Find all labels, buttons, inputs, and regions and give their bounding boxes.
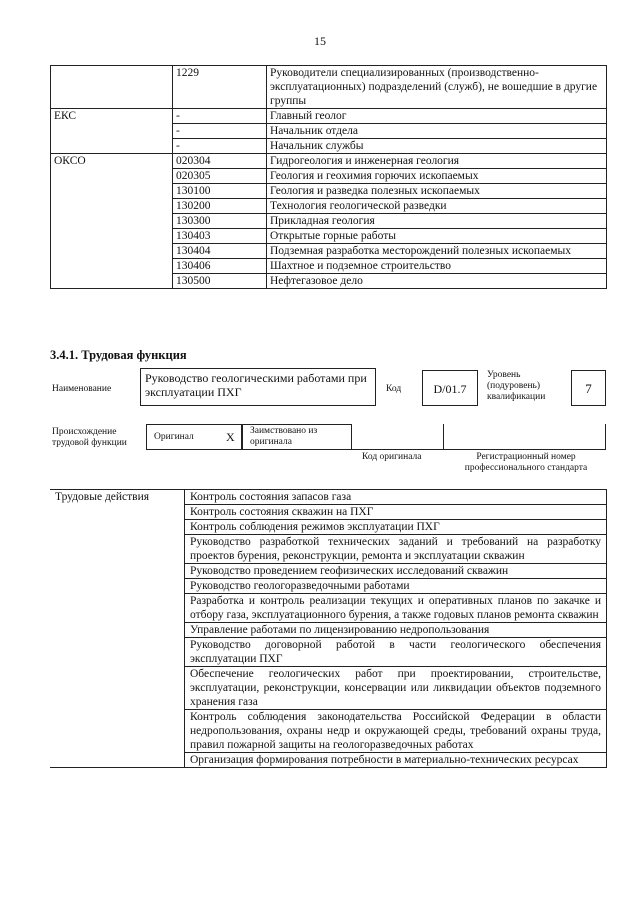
classification-code: 130300: [173, 214, 267, 229]
origin-label: Происхождение трудовой функции: [52, 427, 127, 448]
classification-name: Прикладная геология: [267, 214, 607, 229]
classification-name: Руководители специализированных (производственно-эксплуатационных) подразделений (служб), не вошедшие в другие группы: [267, 66, 607, 109]
classification-name: Начальник отдела: [267, 124, 607, 139]
classification-row: [51, 154, 607, 169]
classification-table: [50, 65, 607, 289]
actions-table: [50, 489, 607, 768]
function-name: Руководство геологическими работами при эксплуатации ПХГ: [140, 368, 376, 406]
classification-code: 130406: [173, 259, 267, 274]
classification-group: ОКСО: [51, 154, 173, 289]
name-label: Наименование: [52, 384, 112, 394]
classification-code: 130100: [173, 184, 267, 199]
classification-code: 130500: [173, 274, 267, 289]
code-original-box: [352, 424, 444, 450]
action-item: Контроль состояния запасов газа: [185, 490, 607, 505]
borrowed-label: Заимствовано из оригинала: [250, 426, 318, 447]
classification-code: -: [173, 139, 267, 154]
classification-code: 130403: [173, 229, 267, 244]
classification-name: Начальник службы: [267, 139, 607, 154]
section-title: 3.4.1. Трудовая функция: [50, 348, 187, 362]
page-number: 15: [314, 34, 326, 48]
action-item: Руководство геологоразведочными работами: [185, 579, 607, 594]
code-original-label: Код оригинала: [362, 452, 422, 462]
classification-code: -: [173, 124, 267, 139]
classification-name: Шахтное и подземное строительство: [267, 259, 607, 274]
action-item: Руководство разработкой технических заданий и требований на разработку проектов бурения, реконструкции, ремонта и эксплуатации скважин: [185, 535, 607, 564]
classification-name: Подземная разработка месторождений полезных ископаемых: [267, 244, 607, 259]
action-item: Управление работами по лицензированию недропользования: [185, 623, 607, 638]
actions-label: Трудовые действия: [50, 490, 185, 768]
function-level: 7: [571, 370, 606, 406]
classification-row: [51, 109, 607, 124]
classification-code: 130200: [173, 199, 267, 214]
classification-code: 130404: [173, 244, 267, 259]
classification-code: -: [173, 109, 267, 124]
action-item: Контроль состояния скважин на ПХГ: [185, 505, 607, 520]
classification-name: Геология и разведка полезных ископаемых: [267, 184, 607, 199]
classification-code: 1229: [173, 66, 267, 109]
action-item: Контроль соблюдения законодательства Российской Федерации в области недропользования, охраны недр и окружающей среды, требований охраны труда, правил пожарной защиты на геологоразведочных работах: [185, 710, 607, 753]
classification-row: [51, 66, 607, 109]
classification-code: 020304: [173, 154, 267, 169]
classification-code: 020305: [173, 169, 267, 184]
action-row: [50, 490, 607, 505]
code-label: Код: [386, 384, 402, 394]
classification-name: Нефтегазовое дело: [267, 274, 607, 289]
action-item: Организация формирования потребности в материально-технических ресурсах: [185, 753, 607, 768]
function-code: D/01.7: [422, 370, 478, 406]
level-label: Уровень (подуровень) квалификации: [487, 370, 546, 402]
classification-name: Гидрогеология и инженерная геология: [267, 154, 607, 169]
action-item: Обеспечение геологических работ при проектировании, строительстве, эксплуатации, реконструкции, консервации или ликвидации объектов подземного хранения газа: [185, 667, 607, 710]
action-item: Руководство проведением геофизических исследований скважин: [185, 564, 607, 579]
action-item: Разработка и контроль реализации текущих и оперативных планов по закачке и отбору газа, эксплуатационного бурения, а также годовых планов ремонта скважин: [185, 594, 607, 623]
action-item: Контроль соблюдения режимов эксплуатации ПХГ: [185, 520, 607, 535]
reg-number-box: [444, 424, 606, 450]
classification-name: Технология геологической разведки: [267, 199, 607, 214]
classification-group: ЕКС: [51, 109, 173, 154]
reg-number-label: Регистрационный номер профессионального стандарта: [464, 452, 588, 473]
classification-name: Геология и геохимия горючих ископаемых: [267, 169, 607, 184]
classification-name: Главный геолог: [267, 109, 607, 124]
original-mark: X: [226, 430, 235, 444]
action-item: Руководство договорной работой в части геологического обеспечения эксплуатации ПХГ: [185, 638, 607, 667]
original-label: Оригинал: [154, 432, 194, 442]
classification-name: Открытые горные работы: [267, 229, 607, 244]
classification-group: [51, 66, 173, 109]
